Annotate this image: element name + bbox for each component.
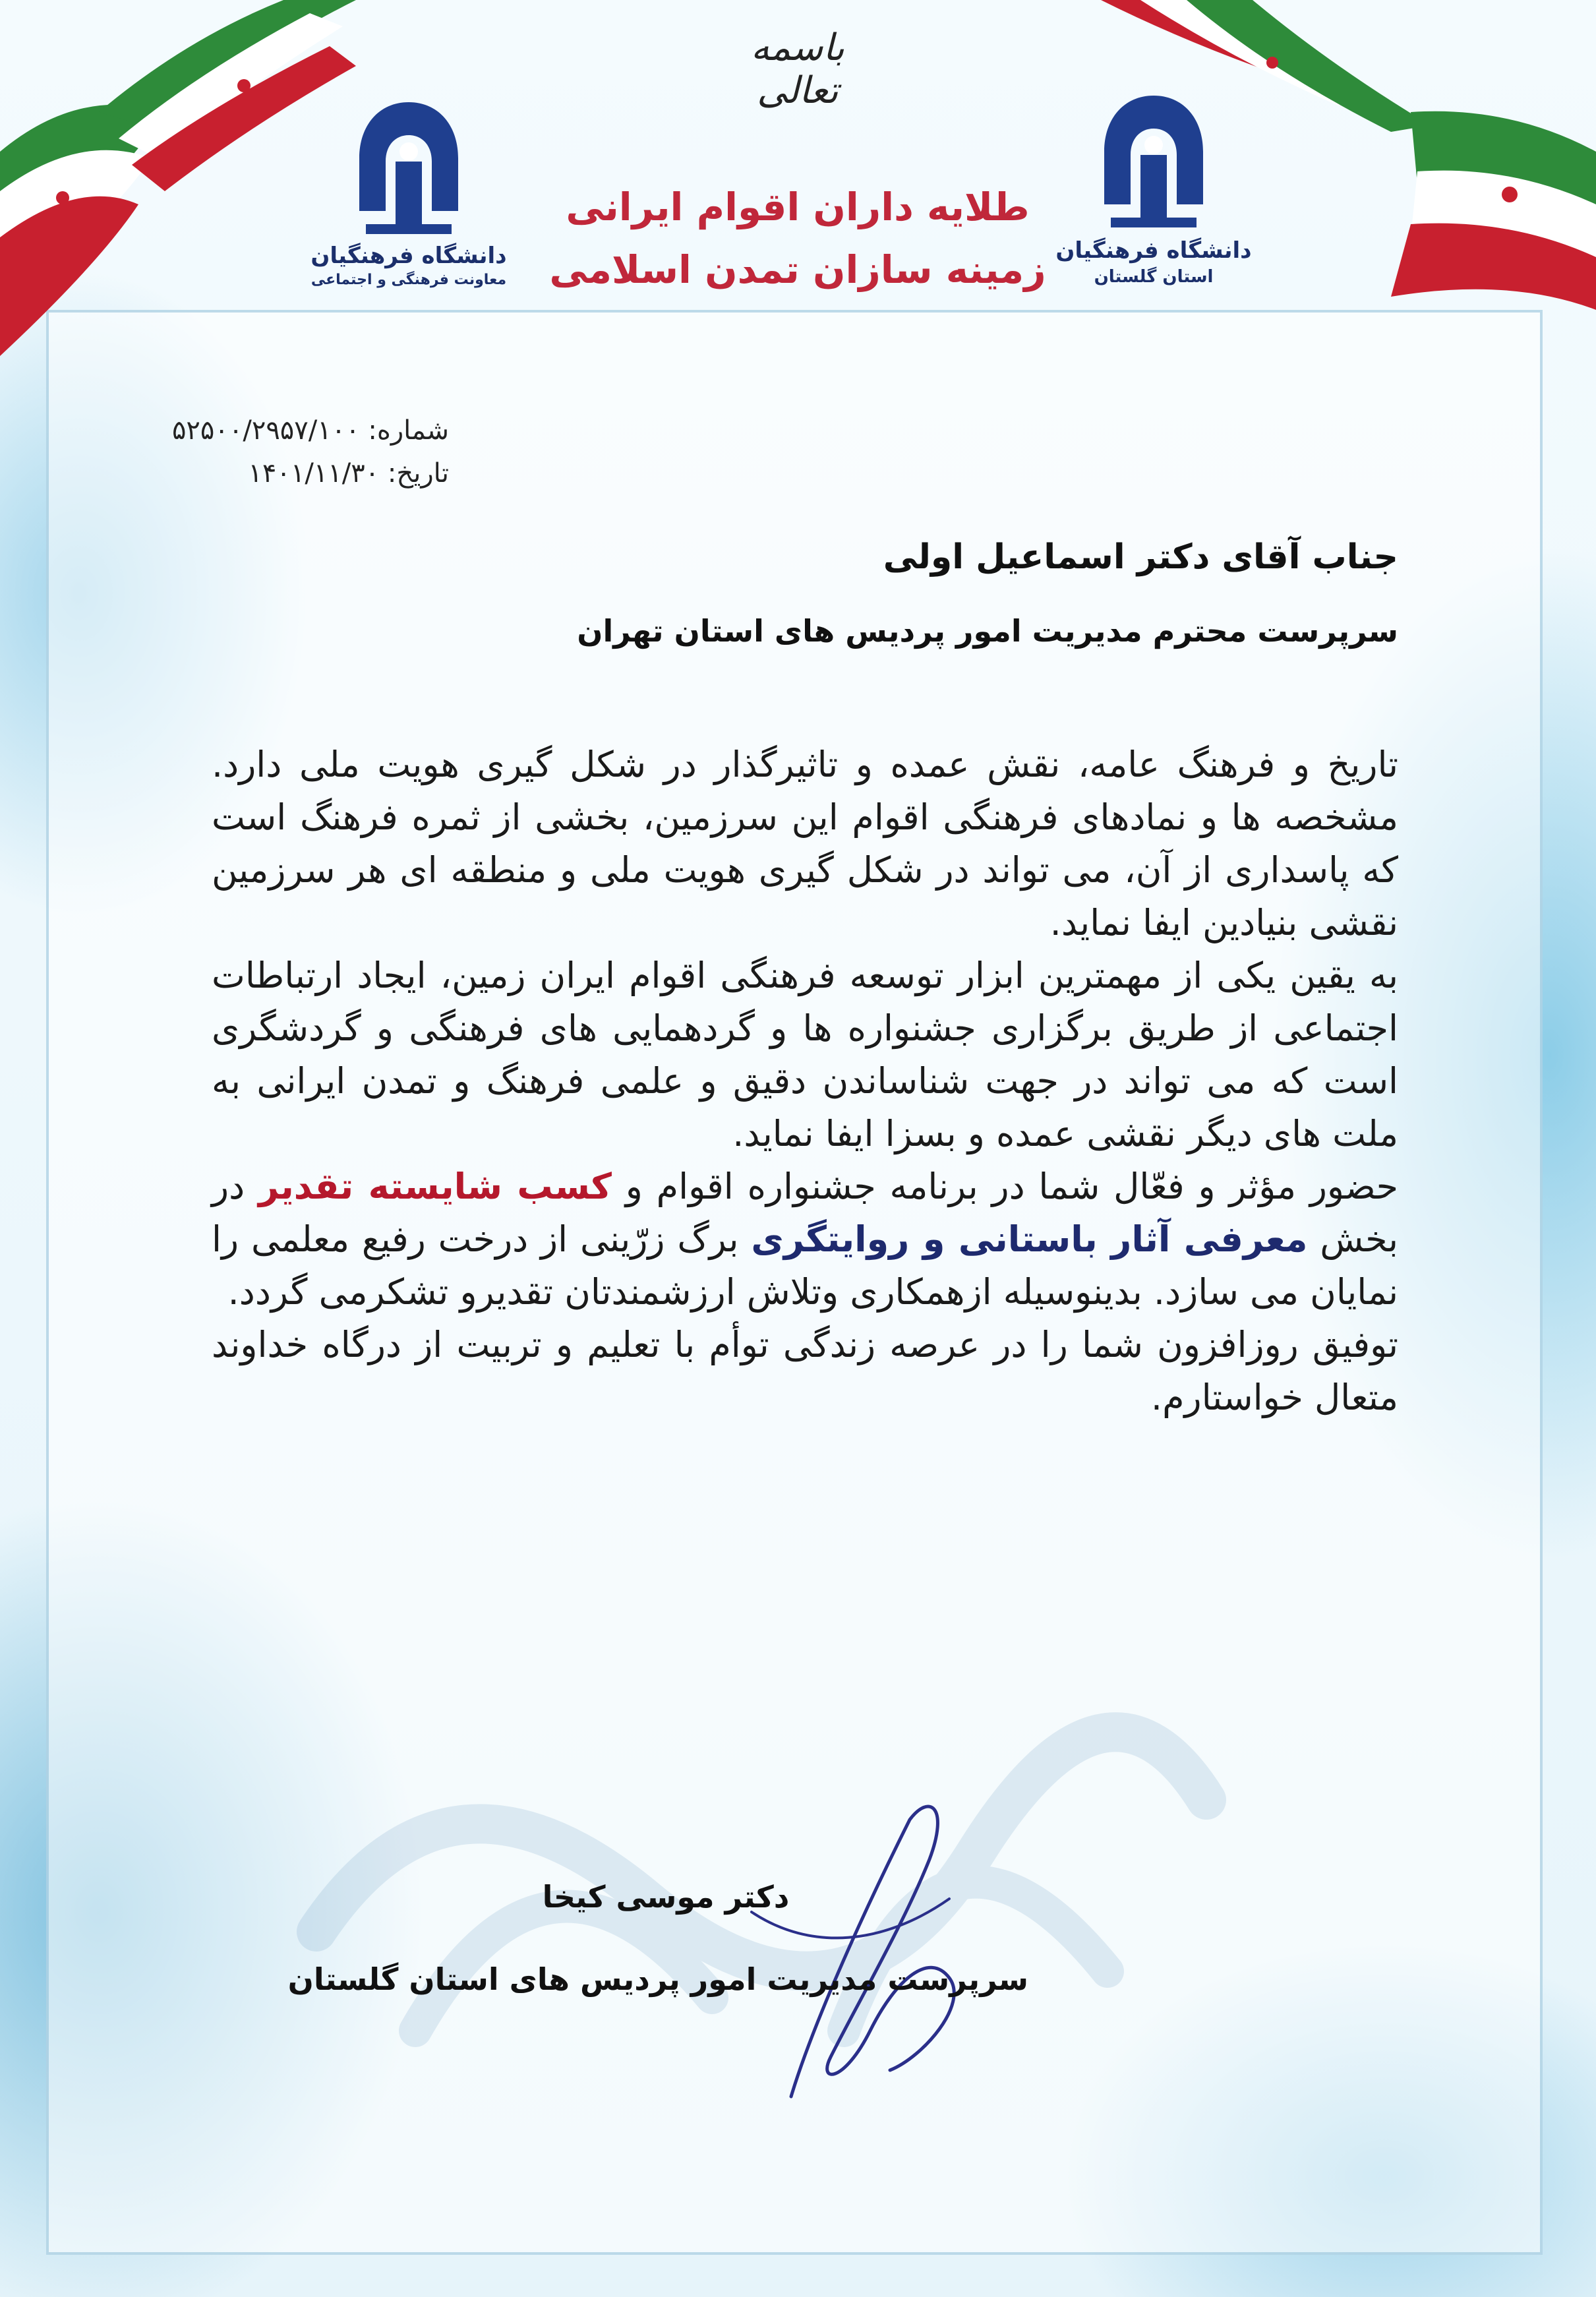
body-paragraph-3-start: حضور مؤثر و فعّال شما در برنامه جشنواره اقوام و (625, 1166, 1399, 1207)
body-paragraph-2: به یقین یکی از مهمترین ابزار توسعه فرهنگی اقوام ایران زمین، ایجاد ارتباطات اجتماعی از طریق برگزاری جشنواره ها و گردهمایی های فرهنگی و گردشگری است که می تواند در جهت شناساندن دقیق و علمی فرهنگ و تمدن ایرانی به ملت های دیگر نقشی عمده و بسزا ایفا نماید. (212, 955, 1398, 1154)
addressee-name: جناب آقای دکتر اسماعیل اولی (883, 537, 1398, 577)
body-paragraph-3-mid: در بخش (212, 1166, 1398, 1260)
addressee-title: سرپرست محترم مدیریت امور پردیس های استان تهران (577, 613, 1398, 649)
university-logo-right-icon (1098, 92, 1210, 231)
left-logo-caption-1: دانشگاه فرهنگیان (310, 243, 507, 269)
letter-date: تاریخ: ۱۴۰۱/۱۱/۳۰ (248, 458, 449, 489)
signatory-title: سرپرست مدیریت امور پردیس های استان گلستان (287, 1961, 1028, 1997)
signature-mark (712, 1780, 1055, 2123)
university-logo-left-icon (353, 99, 465, 237)
right-logo-caption-1: دانشگاه فرهنگیان (1055, 237, 1252, 264)
signatory-name: دکتر موسی کیخا (542, 1879, 790, 1915)
letter-body (212, 738, 1398, 1424)
iran-flag-ribbon-left-icon (0, 0, 369, 369)
header-title-line-2: زمینه سازان تمدن اسلامی (549, 247, 1046, 292)
left-logo-caption-2: معاونت فرهنگی و اجتماعی (310, 272, 507, 288)
bismillah-text: باسمه تعالی (751, 26, 844, 112)
body-paragraph-3-end: برگ زرّینی از درخت رفیع معلمی را نمایان می سازد. بدینوسیله ازهمکاری وتلاش ارزشمندتان تقدیرو تشکرمی گردد. (212, 1218, 1398, 1313)
body-paragraph-1: تاریخ و فرهنگ عامه، نقش عمده و تاثیرگذار در شکل گیری هویت ملی دارد. مشخصه ها و نمادهای فرهنگی اقوام این سرزمین، بخشی از ثمره فرهنگ است که پاسداری از آن، می تواند در شکل گیری هویت ملی و منطقه ای هر سرزمین نقشی بنیادین ایفا نماید. (212, 744, 1398, 943)
header-title-line-1: طلایه داران اقوام ایرانی (566, 185, 1030, 229)
award-highlight: کسب شایسته تقدیر (258, 1166, 612, 1207)
body-paragraph-3 (212, 1160, 1398, 1319)
right-logo-caption-2: استان گلستان (1094, 267, 1214, 287)
section-highlight: معرفی آثار باستانی و روایتگری (751, 1218, 1308, 1260)
letter-number: شماره: ۵۲۵۰۰/۲۹۵۷/۱۰۰ (171, 415, 449, 446)
body-paragraph-4: توفیق روزافزون شما را در عرصه زندگی توأم با تعلیم و تربیت از درگاه خداوند متعال خواستارم. (212, 1324, 1398, 1418)
